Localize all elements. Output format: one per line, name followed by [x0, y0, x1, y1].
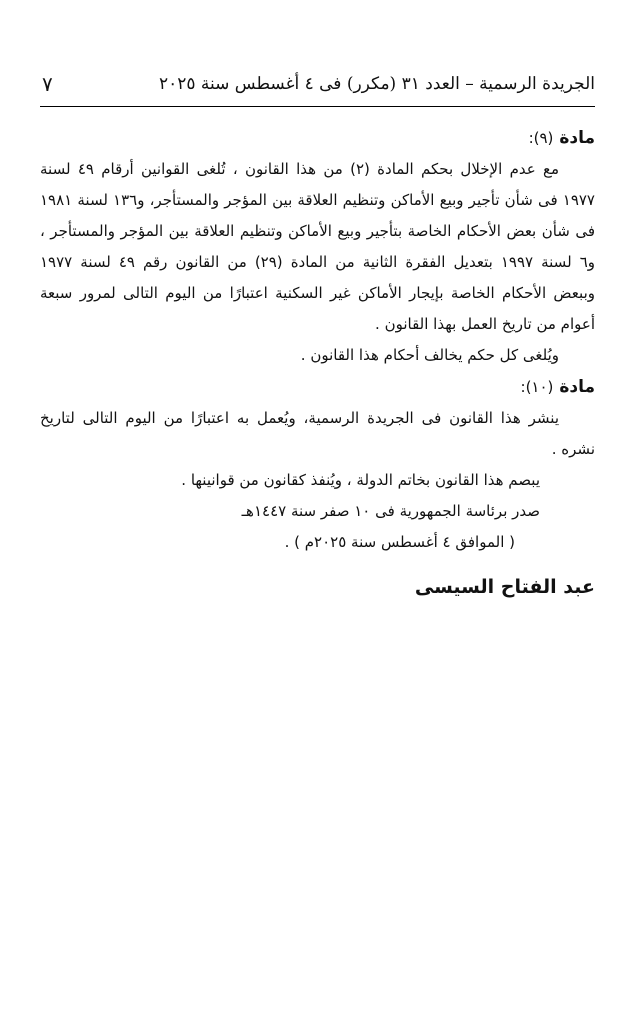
- seal-statement: يبصم هذا القانون بخاتم الدولة ، ويُنفذ كقانون من قوانينها .: [181, 471, 540, 489]
- article-9-paragraph-2: ويُلغى كل حكم يخالف أحكام هذا القانون .: [300, 346, 559, 364]
- page-header: [40, 70, 595, 107]
- document-body: [40, 122, 595, 621]
- article-9-paragraph-1: مع عدم الإخلال بحكم المادة (٢) من هذا القانون ، تُلغى القوانين أرقام ٤٩ لسنة ١٩٧٧ فى شأن تأجير وبيع الأماكن وتنظيم العلاقة بين المؤجر والمستأجر، و١٣٦ لسنة ١٩٨١ فى شأن بعض الأحكام الخاصة بتأجير وبيع الأماكن وتنظيم العلاقة بين المؤجر والمستأجر ، و٦ لسنة ١٩٩٧ بتعديل الفقرة الثانية من المادة (٢٩) من القانون رقم ٤٩ لسنة ١٩٧٧ وببعض الأحكام الخاصة بإيجار الأماكن غير السكنية اعتبارًا من اليوم التالى لمرور سبعة أعوام من تاريخ العمل بهذا القانون .: [40, 160, 595, 333]
- page-number: ٧: [42, 72, 53, 96]
- corresponding-date: ( الموافق ٤ أغسطس سنة ٢٠٢٥م ) .: [284, 533, 515, 551]
- article-9-label: مادة: [559, 128, 595, 148]
- signature: عبد الفتاح السيسى: [414, 576, 595, 598]
- article-10-number: (١٠):: [520, 378, 554, 396]
- article-9-number: (٩):: [528, 129, 554, 147]
- article-10-paragraph-1: ينشر هذا القانون فى الجريدة الرسمية، ويُعمل به اعتبارًا من اليوم التالى لتاريخ نشره .: [40, 409, 595, 458]
- issued-statement: صدر برئاسة الجمهورية فى ١٠ صفر سنة ١٤٤٧هـ: [241, 502, 540, 520]
- article-10-heading: [40, 371, 595, 403]
- article-9-heading: [40, 122, 595, 154]
- article-10-label: مادة: [559, 377, 595, 397]
- gazette-title: الجريدة الرسمية – العدد ٣١ (مكرر) فى ٤ أغسطس سنة ٢٠٢٥: [158, 74, 595, 94]
